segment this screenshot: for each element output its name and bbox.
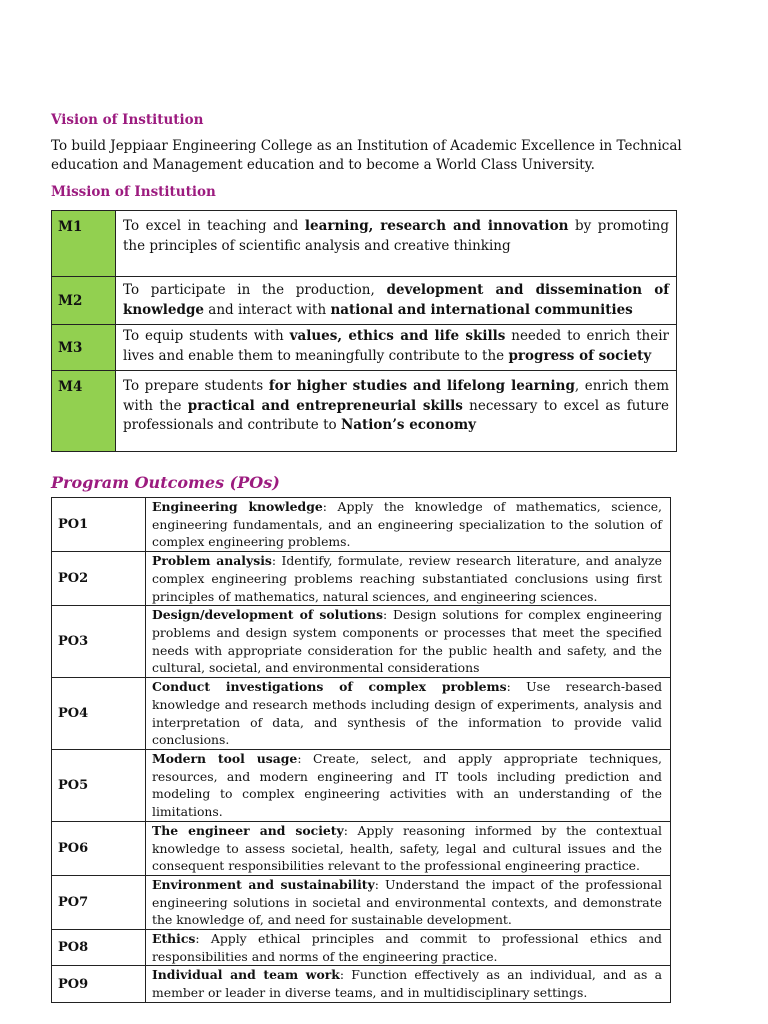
po-text: Modern tool usage: Create, select, and apply appropriate techniques, resources, and modern engineering and IT tools including prediction and modeling to complex engineering activities with an understanding of the limitations. xyxy=(146,750,671,822)
po-code: PO4 xyxy=(52,678,146,750)
po-text: Design/development of solutions: Design solutions for complex engineering problems and design system components or processes that meet the specified needs with appropriate consideration for the public health and safety, and the cultural, societal, and environmental considerations xyxy=(146,606,671,678)
po-code: PO1 xyxy=(52,498,146,552)
po-code: PO2 xyxy=(52,552,146,606)
po-row xyxy=(52,930,671,966)
po-code: PO7 xyxy=(52,875,146,929)
program-outcomes-table xyxy=(51,497,671,1003)
po-row xyxy=(52,875,671,929)
mission-text: To equip students with values, ethics and life skills needed to enrich their lives and enable them to meaningfully contribute to the progress of society xyxy=(116,325,677,371)
po-code: PO5 xyxy=(52,750,146,822)
program-outcomes-heading: Program Outcomes (POs) xyxy=(51,473,280,492)
po-text: Environment and sustainability: Understand the impact of the professional engineering solutions in societal and environmental contexts, and demonstrate the knowledge of, and need for sustainable development. xyxy=(146,875,671,929)
mission-code: M3 xyxy=(52,325,116,371)
po-row xyxy=(52,678,671,750)
po-text: Ethics: Apply ethical principles and commit to professional ethics and responsibilities and norms of the engineering practice. xyxy=(146,930,671,966)
po-row xyxy=(52,498,671,552)
po-code: PO3 xyxy=(52,606,146,678)
vision-text: To build Jeppiaar Engineering College as an Institution of Academic Excellence in Technical education and Management education and to become a World Class University. xyxy=(51,138,682,173)
mission-table xyxy=(51,210,677,452)
po-text: The engineer and society: Apply reasoning informed by the contextual knowledge to assess societal, health, safety, legal and cultural issues and the consequent responsibilities relevant to the professional engineering practice. xyxy=(146,821,671,875)
mission-row xyxy=(52,211,677,277)
mission-code: M4 xyxy=(52,371,116,452)
mission-heading: Mission of Institution xyxy=(51,184,216,200)
po-text: Conduct investigations of complex problems: Use research-based knowledge and research methods including design of experiments, analysis and interpretation of data, and synthesis of the information to provide valid conclusions. xyxy=(146,678,671,750)
mission-text: To prepare students for higher studies and lifelong learning, enrich them with the practical and entrepreneurial skills necessary to excel as future professionals and contribute to Nation’s economy xyxy=(116,371,677,452)
mission-text: To excel in teaching and learning, research and innovation by promoting the principles of scientific analysis and creative thinking xyxy=(116,211,677,277)
po-text: Individual and team work: Function effectively as an individual, and as a member or leader in diverse teams, and in multidisciplinary settings. xyxy=(146,966,671,1003)
mission-text: To participate in the production, development and dissemination of knowledge and interact with national and international communities xyxy=(116,277,677,325)
po-code: PO9 xyxy=(52,966,146,1003)
mission-code: M2 xyxy=(52,277,116,325)
po-row xyxy=(52,966,671,1003)
mission-row xyxy=(52,371,677,452)
mission-code: M1 xyxy=(52,211,116,277)
po-row xyxy=(52,552,671,606)
po-row xyxy=(52,750,671,822)
mission-row xyxy=(52,277,677,325)
po-code: PO8 xyxy=(52,930,146,966)
po-text: Engineering knowledge: Apply the knowledge of mathematics, science, engineering fundamentals, and an engineering specialization to the solution of complex engineering problems. xyxy=(146,498,671,552)
po-row xyxy=(52,821,671,875)
po-row xyxy=(52,606,671,678)
po-text: Problem analysis: Identify, formulate, review research literature, and analyze complex engineering problems reaching substantiated conclusions using first principles of mathematics, natural sciences, and engineering sciences. xyxy=(146,552,671,606)
vision-heading: Vision of Institution xyxy=(51,112,204,128)
mission-row xyxy=(52,325,677,371)
po-code: PO6 xyxy=(52,821,146,875)
